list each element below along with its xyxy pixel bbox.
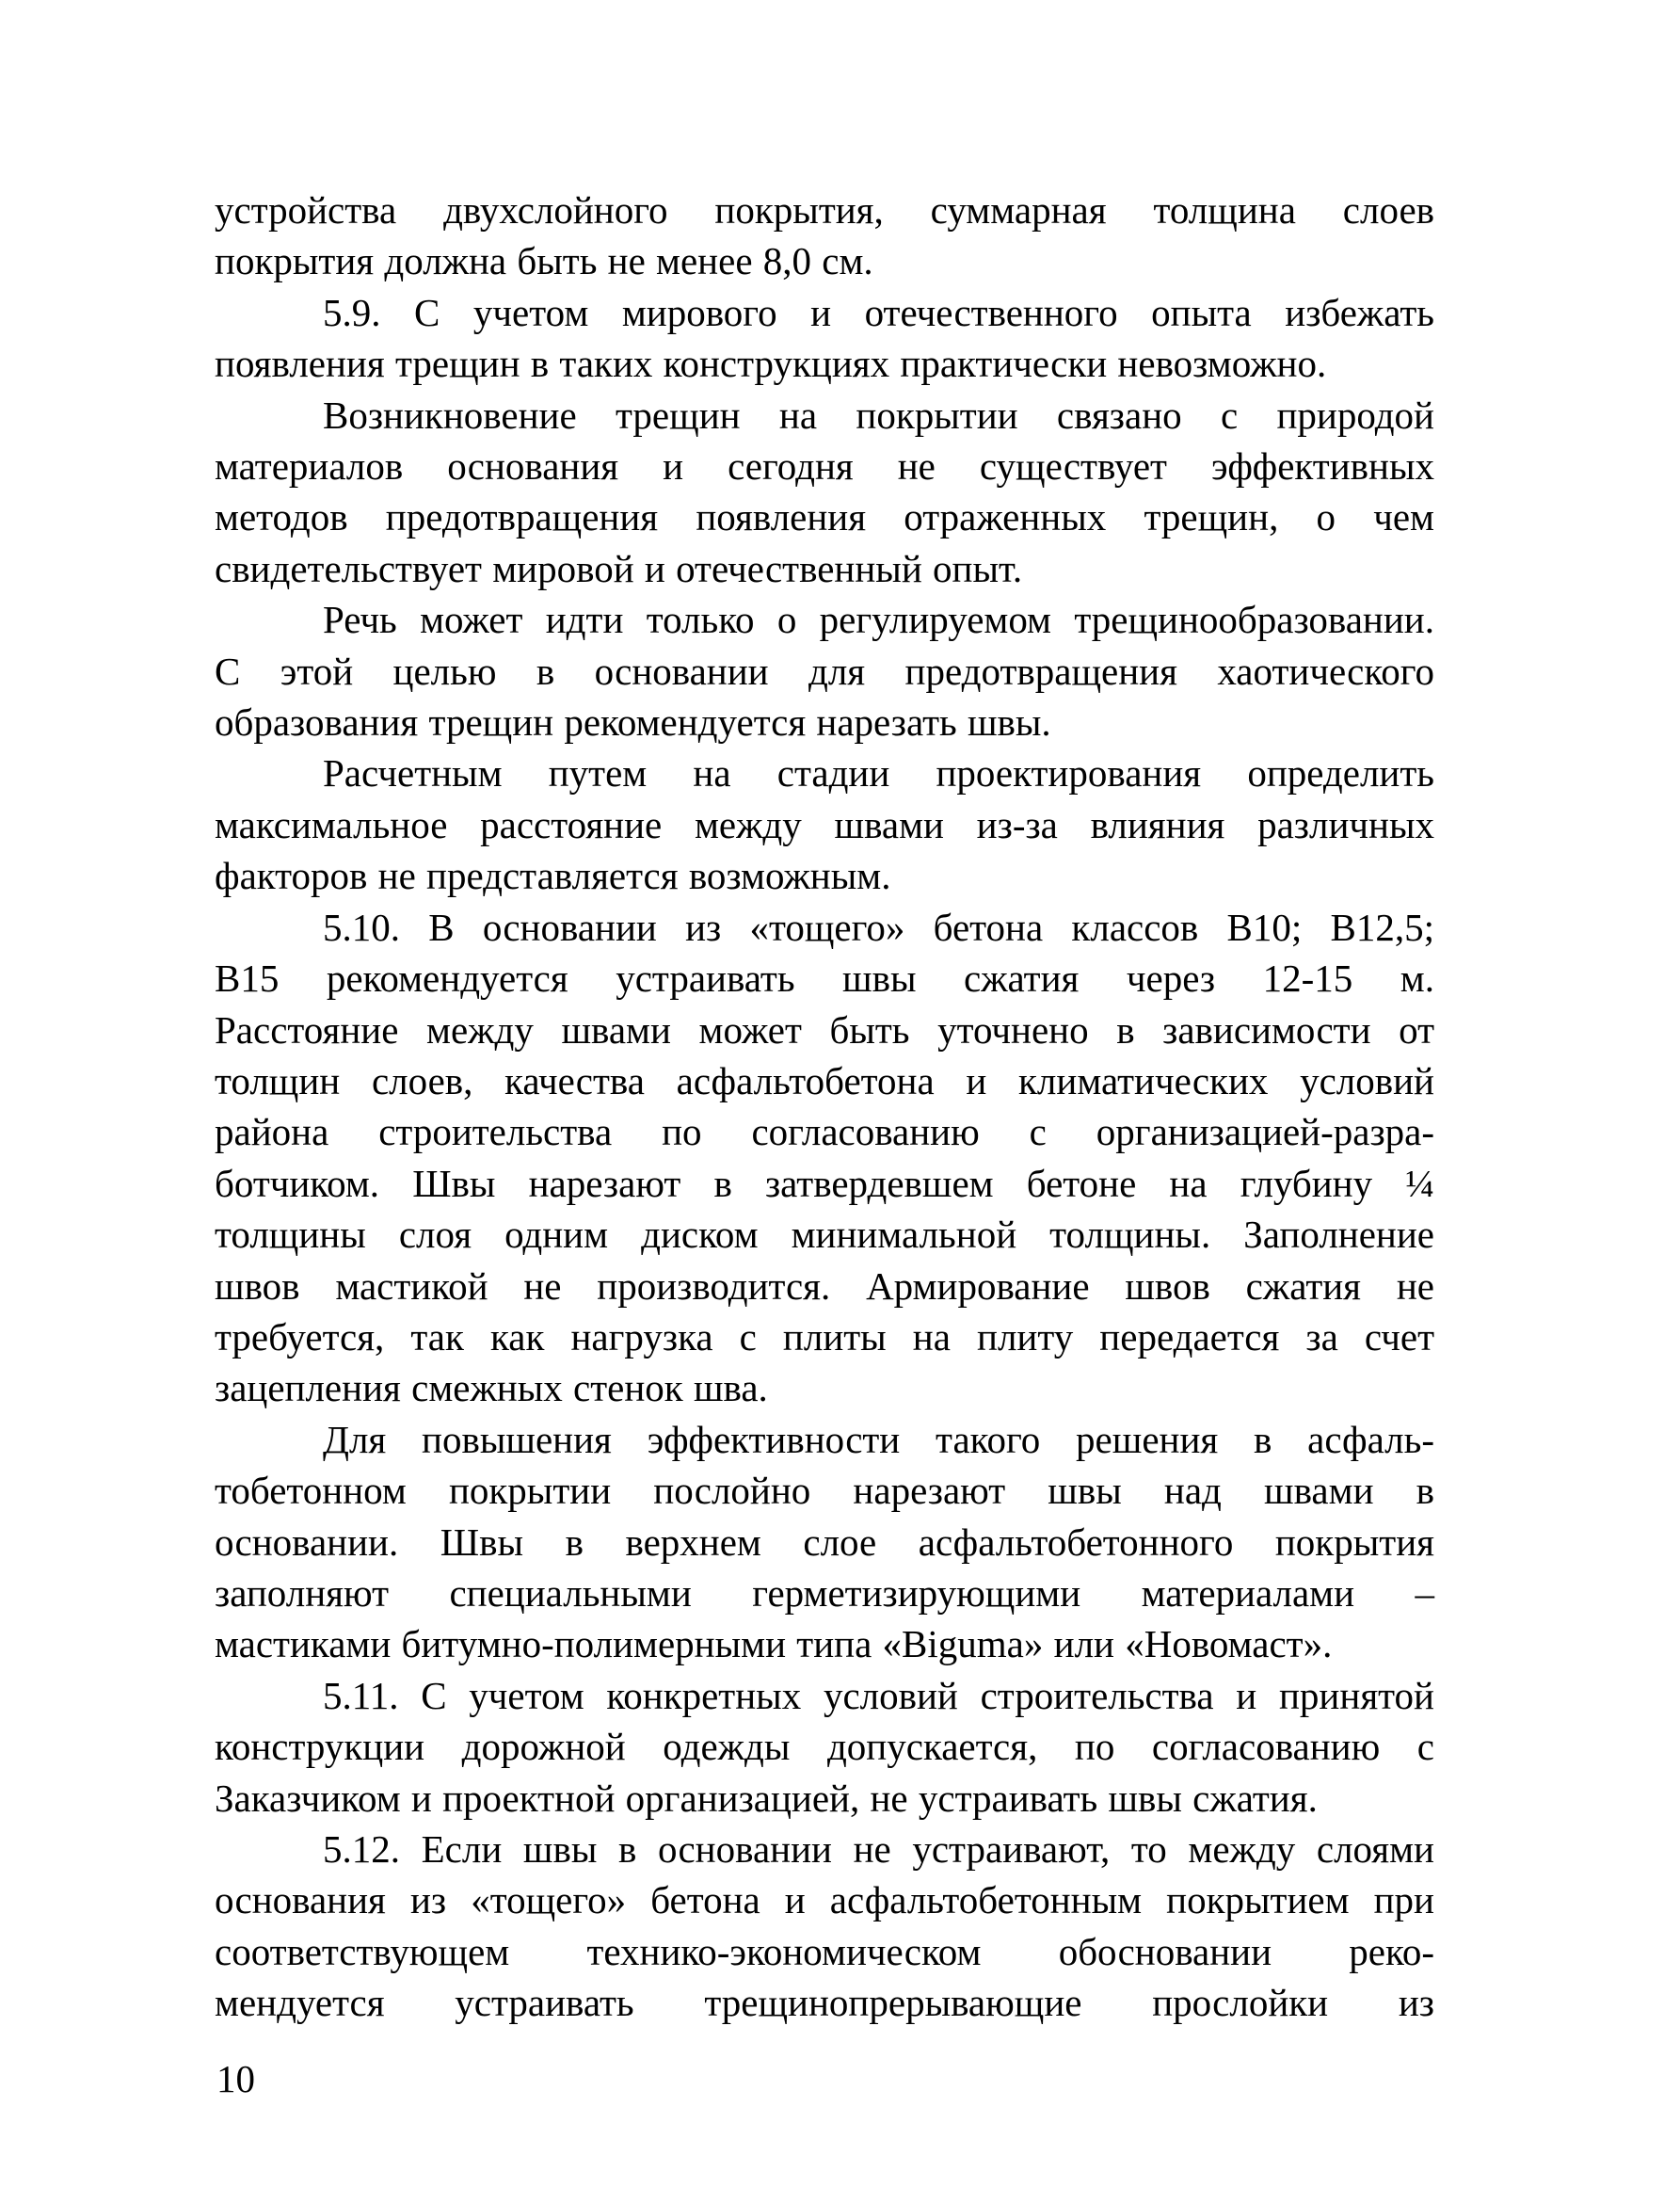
paragraph (215, 287, 1434, 390)
text-line: появления трещин в таких конструкциях практически невозможно. (215, 342, 1327, 386)
text-line: Расчетным путем на стадии проектирования определить (323, 751, 1434, 796)
paragraph (215, 1414, 1434, 1670)
text-line: швов мастикой не производится. Армирование швов сжатия не (215, 1263, 1434, 1308)
text-line: района строительства по согласованию с организацией-разра- (215, 1110, 1434, 1154)
text-line: зацепления смежных стенок шва. (215, 1366, 768, 1410)
text-line: Для повышения эффективности такого решения в асфаль- (323, 1417, 1434, 1461)
text-line: Возникновение трещин на покрытии связано с природой (323, 393, 1434, 437)
paragraph (215, 902, 1434, 1414)
text-line: максимальное расстояние между швами из-за влияния различных (215, 802, 1434, 846)
text-block (215, 185, 1434, 2029)
text-line: образования трещин рекомендуется нарезать швы. (215, 700, 1051, 745)
paragraph (215, 390, 1434, 595)
text-line: свидетельствует мировой и отечественный опыт. (215, 546, 1023, 590)
text-line: 5.9. С учетом мирового и отечественного опыта избежать (323, 290, 1434, 334)
text-line: Речь может идти только о регулируемом трещинообразовании. (323, 598, 1434, 642)
paragraph (215, 748, 1434, 901)
paragraph (215, 1670, 1434, 1824)
paragraph (215, 185, 1434, 287)
text-line: тобетонном покрытии послойно нарезают швы над швами в (215, 1469, 1434, 1513)
text-line: Заказчиком и проектной организацией, не устраивать швы сжатия. (215, 1776, 1318, 1820)
text-line: С этой целью в основании для предотвращения хаотического (215, 649, 1434, 693)
text-line: 5.10. В основании из «тощего» бетона классов В10; В12,5; (323, 905, 1434, 949)
text-line: требуется, так как нагрузка с плиты на плиту передается за счет (215, 1314, 1434, 1359)
text-line: В15 рекомендуется устраивать швы сжатия через 12-15 м. (215, 957, 1434, 1001)
text-line: соответствующем технико-экономическом обосновании реко- (215, 1929, 1434, 1973)
text-line: методов предотвращения появления отраженных трещин, о чем (215, 495, 1434, 539)
text-line: заполняют специальными герметизирующими материалами – (215, 1570, 1434, 1615)
paragraph (215, 594, 1434, 748)
text-line: Расстояние между швами может быть уточнено в зависимости от (215, 1007, 1434, 1052)
text-line: мастиками битумно-полимерными типа «Biguma» или «Новомаст». (215, 1622, 1333, 1666)
text-line: факторов не представляется возможным. (215, 854, 891, 898)
text-line: толщин слоев, качества асфальтобетона и климатических условий (215, 1058, 1434, 1102)
text-line: мендуется устраивать трещинопрерывающие прослойки из (215, 1981, 1434, 2025)
text-line: конструкции дорожной одежды допускается, по согласованию с (215, 1725, 1434, 1769)
text-line: покрытия должна быть не менее 8,0 см. (215, 239, 873, 283)
text-line: ботчиком. Швы нарезают в затвердевшем бетоне на глубину ¼ (215, 1161, 1434, 1205)
page-number: 10 (216, 2057, 255, 2100)
text-line: 5.12. Если швы в основании не устраивают, то между слоями (323, 1827, 1434, 1871)
paragraph (215, 1824, 1434, 2029)
text-line: материалов основания и сегодня не существует эффективных (215, 444, 1434, 489)
text-line: толщины слоя одним диском минимальной толщины. Заполнение (215, 1213, 1434, 1257)
text-line: 5.11. С учетом конкретных условий строительства и принятой (323, 1673, 1434, 1717)
text-line: основании. Швы в верхнем слое асфальтобетонного покрытия (215, 1520, 1434, 1564)
text-line: устройства двухслойного покрытия, суммарная толщина слоев (215, 188, 1434, 232)
text-line: основания из «тощего» бетона и асфальтобетонным покрытием при (215, 1878, 1434, 1922)
